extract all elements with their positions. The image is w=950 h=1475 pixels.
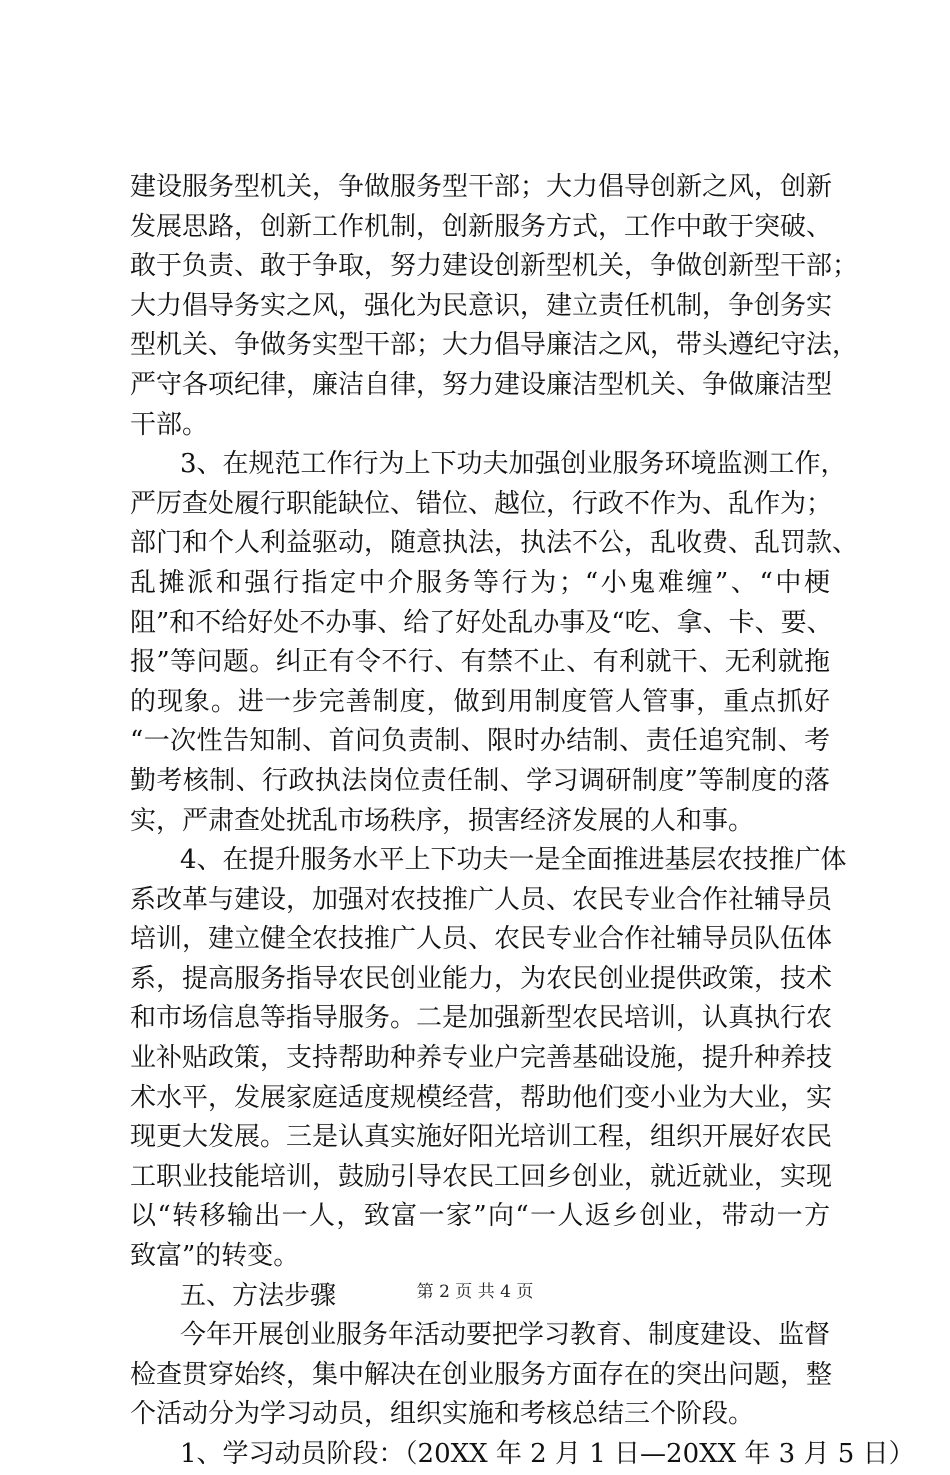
paragraph-start-line: 3、在规范工作行为上下功夫加强创业服务环境监测工作， (180, 449, 847, 480)
paragraph-start-line: 今年开展创业服务年活动要把学习教育、制度建设、监督 (180, 1320, 831, 1351)
text-line: 术水平，发展家庭适度规模经营，帮助他们变小业为大业，实 (130, 1082, 833, 1113)
text-line: 建设服务型机关，争做服务型干部；大力倡导创新之风，创新 (130, 172, 833, 202)
text-line: 的现象。进一步完善制度，做到用制度管人管事，重点抓好 (130, 686, 830, 717)
text-line: 严守各项纪律，廉洁自律，努力建设廉洁型机关、争做廉洁型 (130, 369, 833, 400)
text-line: 严厉查处履行职能缺位、错位、越位，行政不作为、乱作为； (130, 488, 833, 519)
text-line: 致富”的转变。 (130, 1241, 300, 1272)
text-line: 乱摊派和强行指定中介服务等行为；“小鬼难缠”、“中梗 (130, 567, 830, 598)
text-line: 敢于负责、敢于争取，努力建设创新型机关，争做创新型干部； (130, 251, 859, 282)
paragraph-start-line: 4、在提升服务水平上下功夫一是全面推进基层农技推广体 (180, 845, 847, 876)
text-line: 工职业技能培训，鼓励引导农民工回乡创业，就近就业，实现 (130, 1161, 833, 1192)
text-line: 阻”和不给好处不办事、给了好处乱办事及“吃、拿、卡、要、 (130, 607, 833, 638)
text-line: 型机关、争做务实型干部；大力倡导廉洁之风，带头遵纪守法， (130, 330, 859, 361)
text-line: 检查贯穿始终，集中解决在创业服务方面存在的突出问题，整 (130, 1359, 833, 1390)
text-line: 培训，建立健全农技推广人员、农民专业合作社辅导员队伍体 (130, 924, 833, 955)
text-line: 和市场信息等指导服务。二是加强新型农民培训，认真执行农 (130, 1003, 833, 1034)
section-heading: 五、方法步骤 (180, 1280, 337, 1311)
text-line: 个活动分为学习动员，组织实施和考核总结三个阶段。 (130, 1399, 755, 1430)
text-line: “一次性告知制、首问负责制、限时办结制、责任追究制、考 (130, 726, 830, 757)
paragraph-start-line: 1、学习动员阶段：（20XX 年 2 月 1 日—20XX 年 3 月 5 日） (180, 1439, 915, 1469)
text-line: 部门和个人利益驱动，随意执法，执法不公，乱收费、乱罚款、 (130, 528, 859, 559)
text-line: 报”等问题。纠正有令不行、有禁不止、有利就干、无利就拖 (130, 647, 830, 678)
text-line: 以“转移输出一人，致富一家”向“一人返乡创业，带动一方 (130, 1201, 830, 1232)
text-line: 系，提高服务指导农民创业能力，为农民创业提供政策，技术 (130, 963, 833, 994)
text-line: 系改革与建设，加强对农技推广人员、农民专业合作社辅导员 (130, 884, 833, 915)
text-line: 业补贴政策，支持帮助种养专业户完善基础设施，提升种养技 (130, 1043, 833, 1074)
text-line: 大力倡导务实之风，强化为民意识，建立责任机制，争创务实 (130, 290, 833, 321)
text-line: 现更大发展。三是认真实施好阳光培训工程，组织开展好农民 (130, 1122, 833, 1153)
text-line: 勤考核制、行政执法岗位责任制、学习调研制度”等制度的落 (130, 765, 830, 796)
text-line: 发展思路，创新工作机制，创新服务方式，工作中敢于突破、 (130, 211, 833, 242)
page-number-footer: 第 2 页 共 4 页 (416, 1282, 534, 1302)
text-line: 实，严肃查处扰乱市场秩序，损害经济发展的人和事。 (130, 805, 755, 836)
text-line: 干部。 (130, 409, 209, 440)
